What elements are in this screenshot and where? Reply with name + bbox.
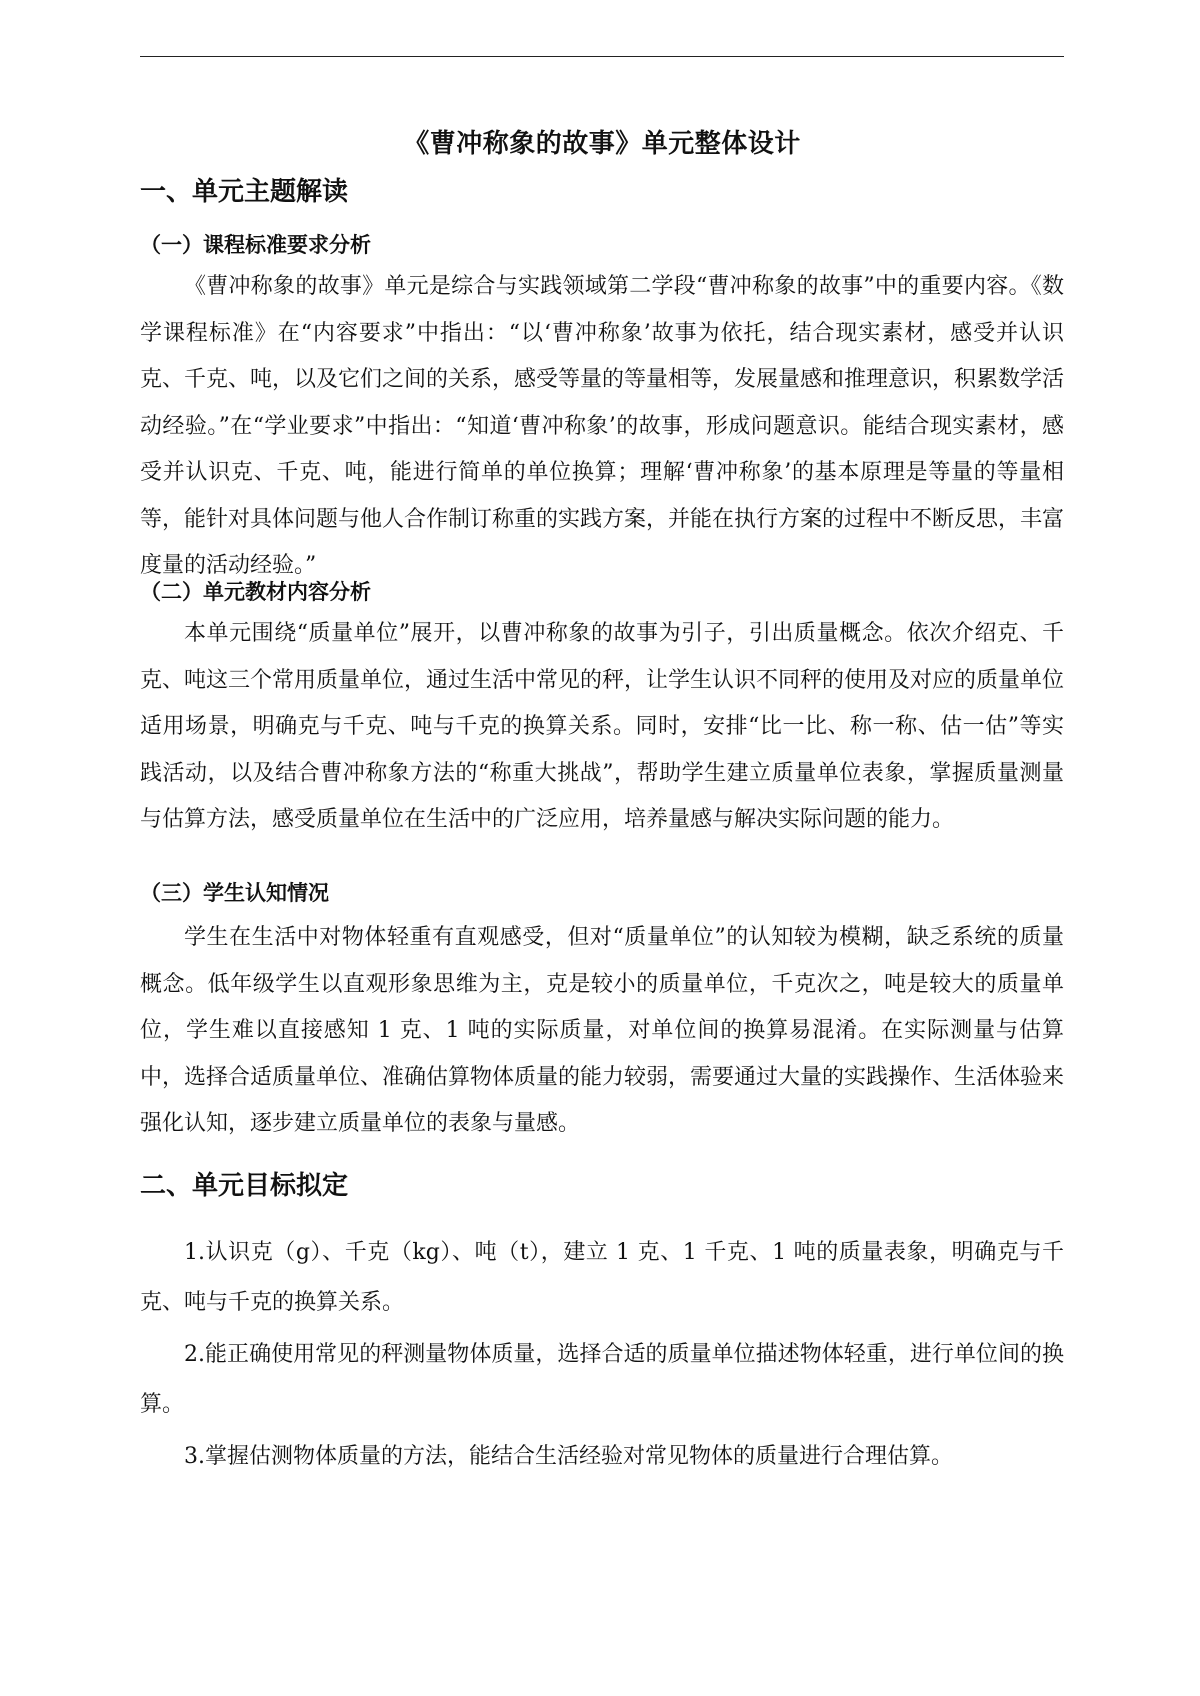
goal-item-2: 2.能正确使用常见的秤测量物体质量，选择合适的质量单位描述物体轻重，进行单位间的换算。 xyxy=(140,1342,1064,1417)
paragraph-textbook-content: 本单元围绕“质量单位”展开，以曹冲称象的故事为引子，引出质量概念。依次介绍克、千克、吨这三个常用质量单位，通过生活中常见的秤，让学生认识不同秤的使用及对应的质量单位适用场景，明确克与千克、吨与千克的换算关系。同时，安排“比一比、称一称、估一估”等实践活动，以及结合曹冲称象方法的“称重大挑战”，帮助学生建立质量单位表象，掌握质量测量与估算方法，感受质量单位在生活中的广泛应用，培养量感与解决实际问题的能力。 xyxy=(140,621,1065,832)
subheading-student-cognition: （三）学生认知情况 xyxy=(140,881,329,905)
paragraph-curriculum-standard: 《曹冲称象的故事》单元是综合与实践领域第二学段“曹冲称象的故事”中的重要内容。《数学课程标准》在“内容要求”中指出：“以‘曹冲称象’故事为依托，结合现实素材，感受并认识克、千克、吨，以及它们之间的关系，感受等量的等量相等，发展量感和推理意识，积累数学活动经验。”在“学业要求”中指出：“知道‘曹冲称象’的故事，形成问题意识。能结合现实素材，感受并认识克、千克、吨，能进行简单的单位换算；理解‘曹冲称象’的基本原理是等量的等量相等，能针对具体问题与他人合作制订称重的实践方案，并能在执行方案的过程中不断反思，丰富度量的活动经验。” xyxy=(140,274,1065,578)
header-rule xyxy=(140,56,1064,57)
section-heading-goals: 二、单元目标拟定 xyxy=(140,1171,349,1201)
subheading-curriculum-standard: （一）课程标准要求分析 xyxy=(140,233,371,257)
goal-item-3: 3.掌握估测物体质量的方法，能结合生活经验对常见物体的质量进行合理估算。 xyxy=(184,1444,953,1469)
section-heading-theme: 一、单元主题解读 xyxy=(140,177,349,207)
paragraph-student-cognition: 学生在生活中对物体轻重有直观感受，但对“质量单位”的认知较为模糊，缺乏系统的质量概念。低年级学生以直观形象思维为主，克是较小的质量单位，千克次之，吨是较大的质量单位，学生难以直接感知 1 克、1 吨的实际质量，对单位间的换算易混淆。在实际测量与估算中，选择合适质量单位、准确估算物体质量的能力较弱，需要通过大量的实践操作、生活体验来强化认知，逐步建立质量单位的表象与量感。 xyxy=(140,925,1065,1136)
goal-item-1: 1.认识克（g）、千克（kg）、吨（t），建立 1 克、1 千克、1 吨的质量表象，明确克与千克、吨与千克的换算关系。 xyxy=(140,1240,1064,1315)
subheading-textbook-content: （二）单元教材内容分析 xyxy=(140,580,371,604)
document-title: 《曹冲称象的故事》单元整体设计 xyxy=(403,129,801,159)
